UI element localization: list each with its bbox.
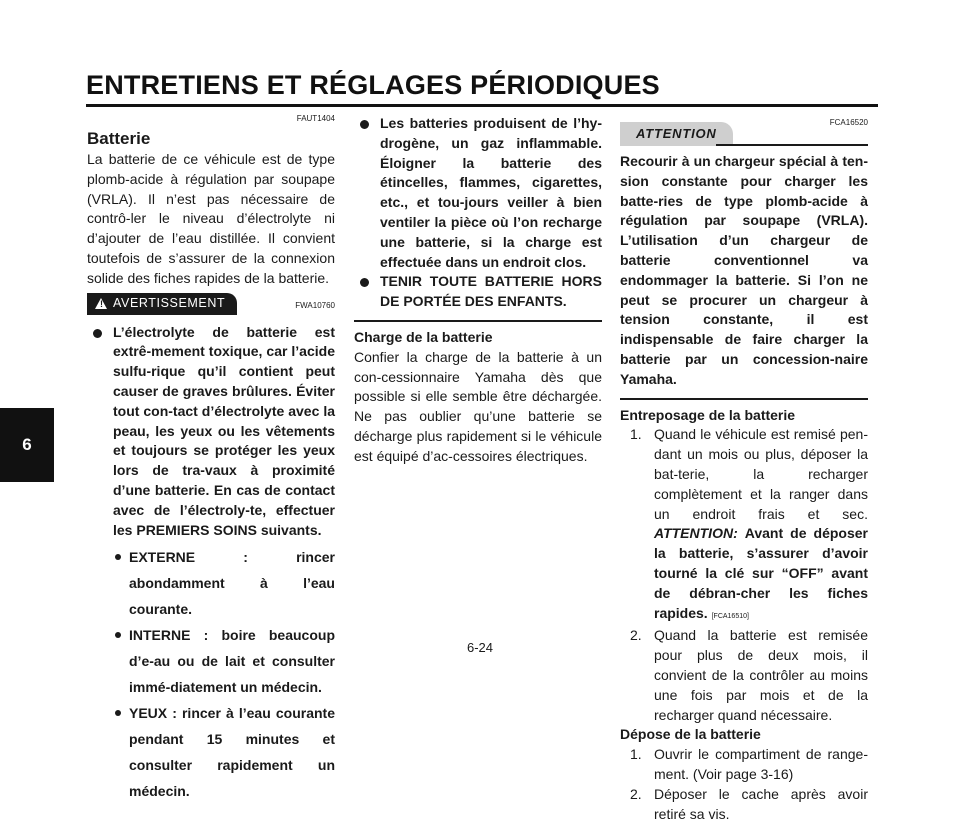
storage-step: [620, 425, 868, 626]
warning-item: [354, 272, 602, 312]
step-number: 2.: [630, 627, 642, 644]
charge-paragraph: Confier la charge de la batterie à un con-cessionnaire Yamaha dès que possible si elle semble être déchargée. Ne pas oublier qu’une batterie se décharge plus rapidement si le véhicule est équipé d’ac-cessoires électriques.: [354, 348, 602, 464]
step-text: Ouvrir le compartiment de range-ment. (Voir page 3-16): [654, 746, 868, 782]
column-middle: [354, 114, 602, 467]
step-number: 1.: [630, 746, 642, 763]
first-aid-item: [113, 544, 335, 622]
step-number: 2.: [630, 785, 642, 802]
warning-badge: [87, 293, 237, 315]
inline-attention-text: Avant de déposer la batterie, s’assurer d’avoir tourné la clé sur “OFF” avant de débran-cher les fiches rapides.: [654, 525, 868, 621]
warning-list-continued: [354, 114, 602, 312]
page-title: ENTRETIENS ET RÉGLAGES PÉRIODIQUES: [86, 70, 878, 107]
page-number: 6-24: [466, 640, 494, 655]
removal-steps: [620, 745, 868, 824]
removal-step: [620, 745, 868, 785]
caution-divider: [716, 144, 868, 146]
storage-steps: [620, 425, 868, 725]
inline-code: [FCA16510]: [711, 612, 749, 620]
first-aid-text: INTERNE : boire beaucoup d’e-au ou de lait et consulter immé-diatement un médecin.: [129, 627, 335, 696]
warning-item-text: TENIR TOUTE BATTERIE HORS DE PORTÉE DES ENFANTS.: [380, 273, 602, 310]
warning-item-text: L’électrolyte de batterie est extrê-mement toxique, car l’acide sulfu-rique qu’il contient peut causer de graves brûlures. Éviter tout con-tact d’électrolyte avec la peau, les yeux ou les vêtements et toujours se protéger les yeux lors de tra-vaux à proximité d’une batterie. En cas de contact avec de l’électroly-te, effectuer les PREMIERS SOINS suivants.: [113, 323, 335, 538]
step-text: Déposer le cache après avoir retiré sa vis.: [654, 785, 868, 822]
step-number: 1.: [630, 426, 642, 443]
first-aid-list: [113, 544, 335, 804]
warning-triangle-icon: !: [95, 298, 107, 309]
warning-item: [87, 323, 335, 805]
step-text: Quand le véhicule est remisé pen-dant un mois ou plus, déposer la bat-terie, la recharger complètement et la ranger dans un endroit frais et sec.: [654, 426, 868, 522]
caution-header: [620, 114, 868, 148]
first-aid-item: [113, 700, 335, 804]
bullet-icon: [115, 632, 121, 638]
subsection-title-storage: Entreposage de la batterie: [620, 406, 796, 423]
bullet-icon: [93, 329, 102, 338]
chapter-tab: 6: [0, 408, 54, 482]
warning-header: [87, 291, 335, 317]
intro-paragraph: La batterie de ce véhicule est de type plomb-acide à régulation par soupape (VRLA). Il n’est pas nécessaire de contrô-ler le niveau d’électrolyte ni d’ajouter de l’eau distillée. Il convient toutefois de s’assurer de la connexion solide des fiches rapides de la batterie.: [87, 151, 335, 286]
column-left: [87, 114, 335, 804]
step-text: Quand la batterie est remisée pour plus de deux mois, il convient de la contrôler au moins une fois par mois et de la recharger quand nécessaire.: [654, 627, 868, 723]
warning-item: [354, 114, 602, 272]
caution-end-divider: [620, 398, 868, 400]
warning-item-text: Les batteries produisent de l’hy-drogène, un gaz inflammable. Éloigner la batterie des étincelles, flammes, cigarettes, etc., et tou-jours veiller à bien ventiler la pièce où l’on recharge une batterie, si la charge est effectuée dans un endroit clos.: [380, 115, 602, 270]
section-title-batterie: Batterie: [87, 129, 151, 148]
warning-end-divider: [354, 320, 602, 322]
removal-step: [620, 785, 868, 824]
subsection-title-removal: Dépose de la batterie: [620, 726, 761, 743]
bullet-icon: [115, 554, 121, 560]
warning-list: [87, 323, 335, 805]
section-code: FAUT1404: [296, 114, 335, 123]
inline-attention-label: ATTENTION:: [654, 525, 738, 542]
warning-code: FWA10760: [295, 300, 335, 310]
bullet-icon: [360, 278, 369, 287]
bullet-icon: [115, 710, 121, 716]
first-aid-text: EXTERNE : rincer abondamment à l’eau courante.: [129, 549, 335, 618]
first-aid-item: [113, 622, 335, 700]
subsection-title-charge: Charge de la batterie: [354, 328, 493, 345]
warning-label: AVERTISSEMENT: [113, 295, 226, 310]
caution-badge: ATTENTION: [620, 122, 733, 146]
caution-text: Recourir à un chargeur spécial à ten-sion constante pour charger les batte-ries de type plomb-acide à régulation par soupape (VRLA). L’utilisation d’un chargeur de batterie conventionnel va endommager la batterie. Si l’on ne peut se procurer un chargeur à tension constante, il est indispensable de faire charger la batterie par un concession-naire Yamaha.: [620, 153, 868, 387]
first-aid-text: YEUX : rincer à l’eau courante pendant 15 minutes et consulter rapidement un médecin.: [129, 705, 335, 800]
caution-code: FCA16520: [829, 118, 868, 127]
bullet-icon: [360, 120, 369, 129]
